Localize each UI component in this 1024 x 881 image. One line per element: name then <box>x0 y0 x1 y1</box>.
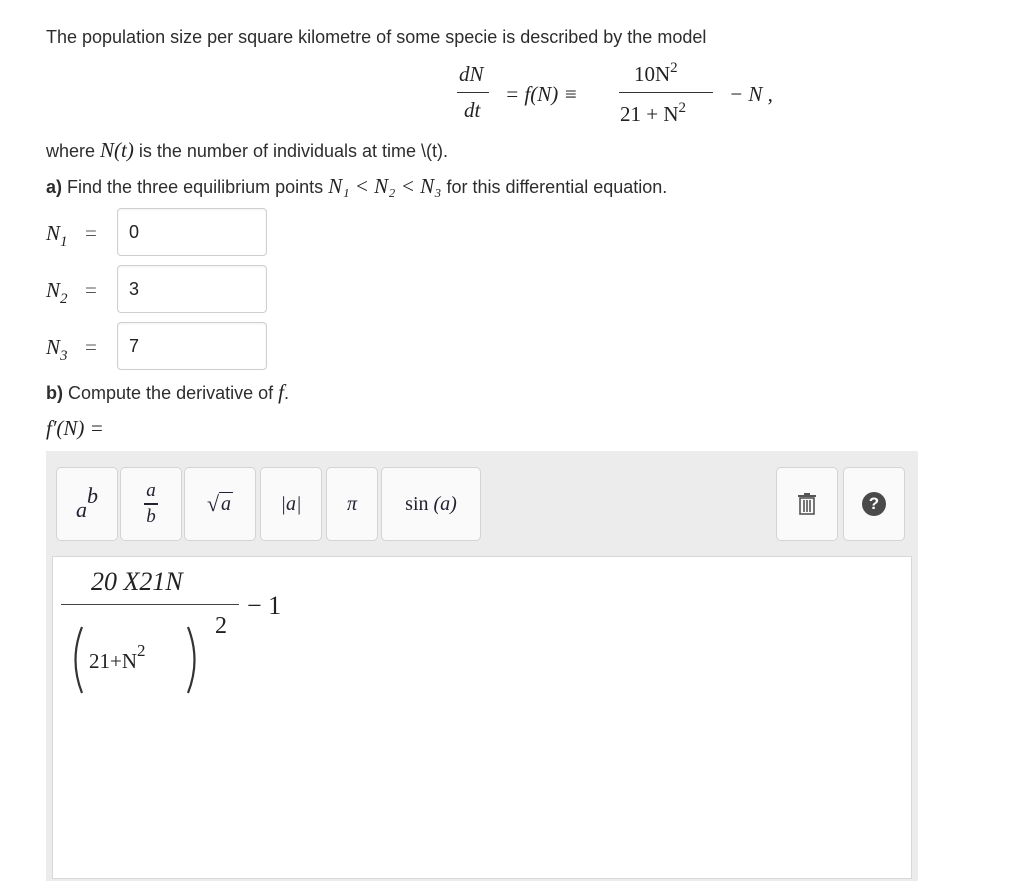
pi-button[interactable]: π <box>326 467 378 541</box>
n3-input[interactable]: 7 <box>117 322 267 370</box>
n2-label: $N_2$ <box>46 278 68 307</box>
part-a-line: a) Find the three equilibrium points N₁ < N₂ < N₃ for this differential equation. <box>46 174 668 198</box>
help-button[interactable] <box>843 467 905 541</box>
editor-denominator <box>67 615 235 715</box>
equation-tail: − N , <box>729 82 773 106</box>
help-icon: ? <box>862 492 886 516</box>
sqrt-button[interactable]: √ a <box>184 467 256 541</box>
n3-equals: = <box>85 335 97 359</box>
fprime-label: f′(N) = <box>46 416 104 440</box>
trash-icon <box>797 493 817 515</box>
n2-equals: = <box>85 278 97 302</box>
part-b-math: f <box>278 380 284 404</box>
answer-editor[interactable] <box>52 556 912 879</box>
n1-label: $N_1$ <box>46 221 68 250</box>
where-line: where N(t) is the number of individuals at time \(t). <box>46 138 449 162</box>
rhs-numerator: $10N^2$ <box>634 60 678 86</box>
where-math: N(t) <box>100 138 134 162</box>
problem-intro: The population size per square kilometre of some specie is described by the model <box>46 27 707 47</box>
part-a-math: N₁ < N₂ < N₃ <box>328 174 442 198</box>
n1-input[interactable]: 0 <box>117 208 267 256</box>
editor-numerator: 20 X21N <box>91 567 183 596</box>
equation-middle: = f(N) ≡ <box>505 82 578 106</box>
lhs-denominator: dt <box>464 98 481 122</box>
n3-label: $N_3$ <box>46 335 68 364</box>
editor-base-exponent: 2 <box>137 641 146 660</box>
n1-equals: = <box>85 221 97 245</box>
rhs-denominator: $21 + N^2$ <box>620 100 687 126</box>
sin-button[interactable]: sin (a) <box>381 467 481 541</box>
editor-minus-one: − 1 <box>247 591 282 620</box>
fraction-button[interactable]: a b <box>120 467 182 541</box>
editor-exponent: 2 <box>215 613 227 639</box>
trash-button[interactable] <box>776 467 838 541</box>
n2-input[interactable]: 3 <box>117 265 267 313</box>
abs-button[interactable]: |a| <box>260 467 322 541</box>
math-input-panel <box>46 451 918 881</box>
power-button[interactable]: a b <box>56 467 118 541</box>
lhs-numerator: dN <box>459 62 484 86</box>
right-paren-icon <box>185 625 203 695</box>
editor-base: 21+N <box>89 649 138 673</box>
left-paren-icon <box>67 625 85 695</box>
part-b-line: b) Compute the derivative of f. <box>46 380 290 404</box>
